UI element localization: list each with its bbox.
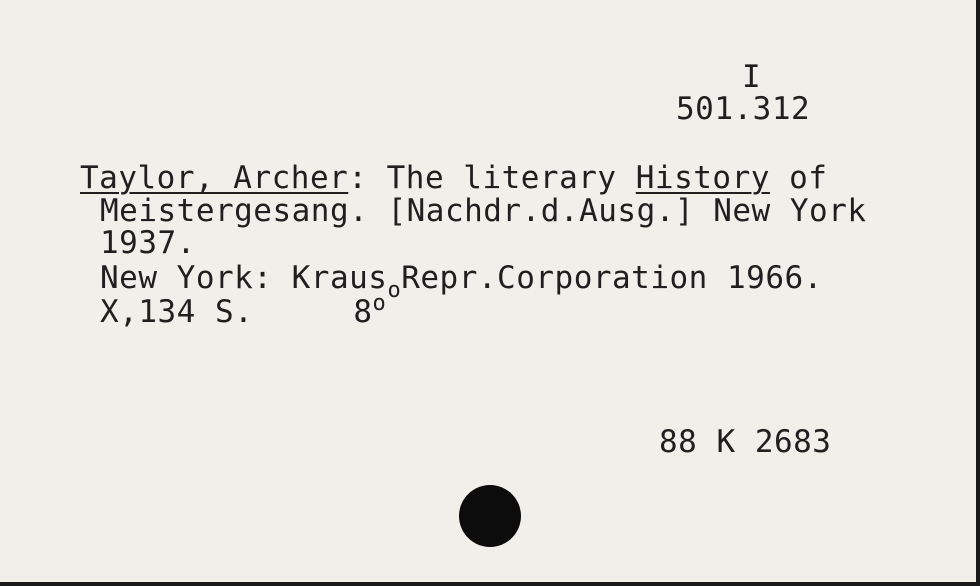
collation-line	[100, 291, 387, 331]
title-continuation: Meistergesang. [Nachdr.d.Ausg.] New York	[100, 193, 867, 229]
format-superscript: o	[372, 291, 387, 316]
title-part1: The literary	[386, 160, 636, 196]
punch-hole	[459, 485, 521, 547]
shelf-mark: 88 K 2683	[659, 424, 832, 460]
publisher-name-year: Repr.Corporation 1966.	[401, 260, 823, 296]
publisher-subscript: o	[387, 278, 402, 303]
call-number-class: I	[742, 59, 762, 95]
collation-pages: X,134 S.	[100, 294, 254, 330]
call-number: 501.312	[676, 91, 811, 127]
format-number: 8	[353, 294, 373, 330]
author-name: Taylor, Archer	[80, 160, 349, 196]
author-separator: :	[348, 160, 387, 196]
original-year: 1937.	[100, 225, 196, 261]
entry-heading-line	[80, 160, 828, 196]
title-keyword: History	[635, 160, 770, 196]
title-part2: of	[769, 160, 828, 196]
publisher-place: New York: Kraus	[100, 260, 388, 296]
publisher-line	[100, 260, 823, 303]
